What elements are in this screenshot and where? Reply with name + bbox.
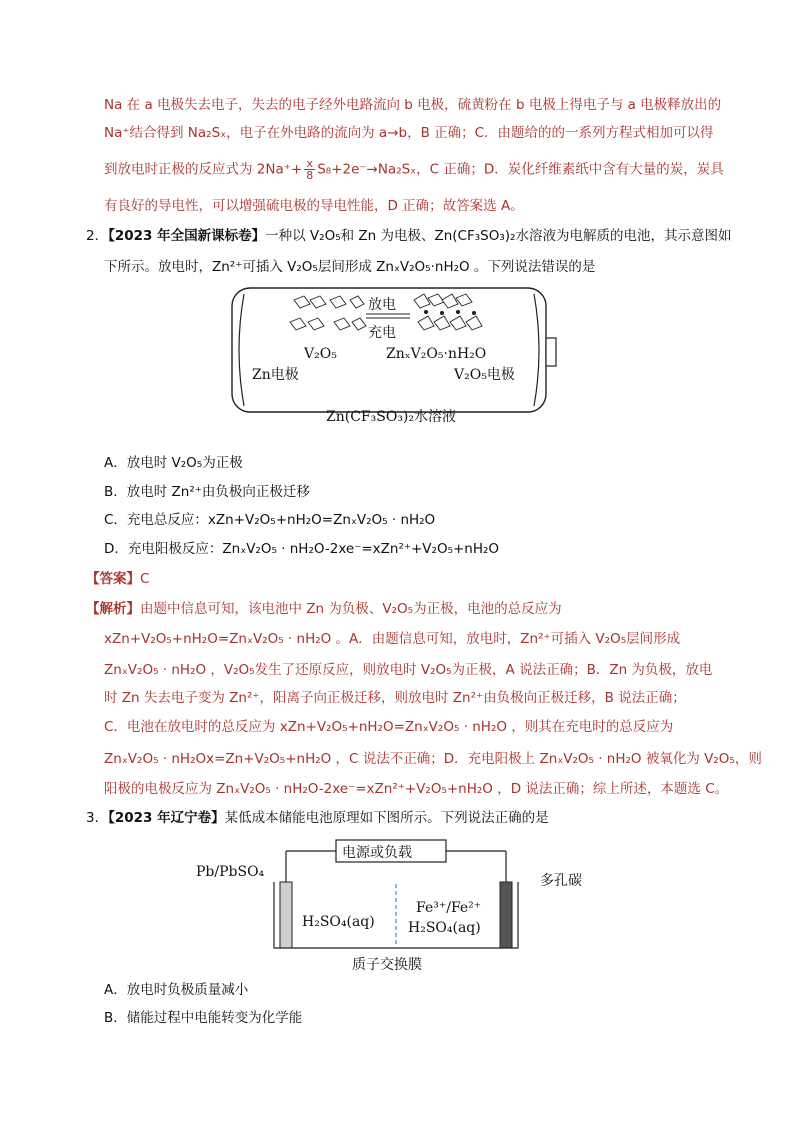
q2-option-b: B．放电时 Zn²⁺由负极向正极迁移 [104,484,310,500]
charge-label: 充电 [368,325,396,341]
right-electrode-label: 多孔碳 [540,873,582,889]
v2o5-label: V₂O₅ [304,346,337,362]
q2-option-c: C．充电总反应：xZn+V₂O₅+nH₂O=ZnₓV₂O₅ · nH₂O [104,512,436,528]
q3-option-a: A．放电时负极质量减小 [104,982,249,998]
q2-analysis-line-3: ZnₓV₂O₅ · nH₂O ，V₂O₅发生了还原反应，则放电时 V₂O₅为正极，A 说法正确；B．Zn 为负极，放电 [104,662,713,678]
q2-analysis-line-6: ZnₓV₂O₅ · nH₂Ox=Zn+V₂O₅+nH₂O ，C 说法不正确；D．充电阳极上 ZnₓV₂O₅ · nH₂O 被氧化为 V₂O₅，则 [104,751,762,767]
right-ions-label: Fe³⁺/Fe²⁺ [416,900,482,916]
q2-number: 2． [86,228,109,244]
storage-battery-diagram [190,838,610,978]
q2-answer [86,569,149,589]
intro-line-3-a: 到放电时正极的反应式为 2Na⁺+ [104,161,303,178]
q3-number: 3． [86,810,109,826]
zn-electrode-label: Zn电极 [252,367,299,383]
q2-option-d: D．充电阳极反应：ZnₓV₂O₅ · nH₂O-2xe⁻=xZn²⁺+V₂O₅+nH₂O [104,541,500,557]
q3-source: 【2023 年辽宁卷】 [108,810,225,826]
fraction-numerator: x [304,158,315,170]
analysis-label: 【解析】 [86,601,140,617]
q2-analysis-line-2: xZn+V₂O₅+nH₂O=ZnₓV₂O₅ · nH₂O 。A．由题信息可知，放电时，Zn²⁺可插入 V₂O₅层间形成 [104,631,681,647]
right-solution-label: H₂SO₄(aq) [408,920,481,936]
left-electrode-label: Pb/PbSO₄ [196,864,265,880]
pb-electrode [280,882,292,948]
fraction-denominator: 8 [306,169,314,182]
battery-terminal [546,338,556,366]
electrolyte-label: Zn(CF₃SO₃)₂水溶液 [326,409,456,425]
q2-stem-line-1 [86,226,731,246]
carbon-electrode [500,882,512,948]
answer-value: C [140,571,150,587]
analysis-text-1: 由题中信息可知，该电池中 Zn 为负极、V₂O₅为正极，电池的总反应为 [140,601,562,617]
q2-source: 【2023 年全国新课标卷】 [108,228,266,244]
q2-analysis-line-4: 时 Zn 失去电子变为 Zn²⁺，阳离子向正极迁移，则放电时 Zn²⁺由负极向正极迁移，B 说法正确； [104,690,686,706]
battery-diagram [230,286,560,425]
q2-stem-line-2: 下所示。放电时，Zn²⁺可插入 V₂O₅层间形成 ZnₓV₂O₅·nH₂O 。下列说法错误的是 [104,259,596,275]
intro-line-3 [104,158,724,181]
znxv2o5-label: ZnₓV₂O₅·nH₂O [386,346,487,362]
answer-label: 【答案】 [86,571,140,587]
intro-line-3-b: S₈+2e⁻→Na₂Sₓ，C 正确；D．炭化纤维素纸中含有大量的炭，炭具 [317,161,724,178]
q3-option-b: B．储能过程中电能转变为化学能 [104,1010,303,1026]
intro-line-2: Na⁺结合得到 Na₂Sₓ，电子在外电路的流向为 a→b，B 正确；C．由题给的的一系列方程式相加可以得 [104,125,714,141]
intro-line-4: 有良好的导电性，可以增强硫电极的导电性能，D 正确；故答案选 A。 [104,198,524,214]
q2-option-a: A．放电时 V₂O₅为正极 [104,455,243,471]
power-label: 电源或负载 [342,845,412,861]
q2-analysis-line-5: C．电池在放电时的总反应为 xZn+V₂O₅+nH₂O=ZnₓV₂O₅ · nH₂O ，则其在充电时的总反应为 [104,719,674,735]
left-solution-label: H₂SO₄(aq) [302,914,375,930]
q3-stem-text: 某低成本储能电池原理如下图所示。下列说法正确的是 [224,810,549,826]
discharge-label: 放电 [368,297,396,313]
v2o5-electrode-label: V₂O₅电极 [454,367,515,383]
fraction [304,158,315,181]
q2-analysis-line-1 [86,599,562,619]
intro-line-1: Na 在 a 电极失去电子，失去的电子经外电路流向 b 电极，硫黄粉在 b 电极上得电子与 a 电极释放出的 [104,97,722,113]
q3-stem [86,808,549,828]
q2-analysis-line-7: 阳极的电极反应为 ZnₓV₂O₅ · nH₂O-2xe⁻=xZn²⁺+V₂O₅+nH₂O ，D 说法正确；综上所述，本题选 C。 [104,781,729,797]
q2-stem-1: 一种以 V₂O₅和 Zn 为电极、Zn(CF₃SO₃)₂水溶液为电解质的电池，其示意图如 [265,228,732,244]
membrane-label: 质子交换膜 [352,957,422,973]
